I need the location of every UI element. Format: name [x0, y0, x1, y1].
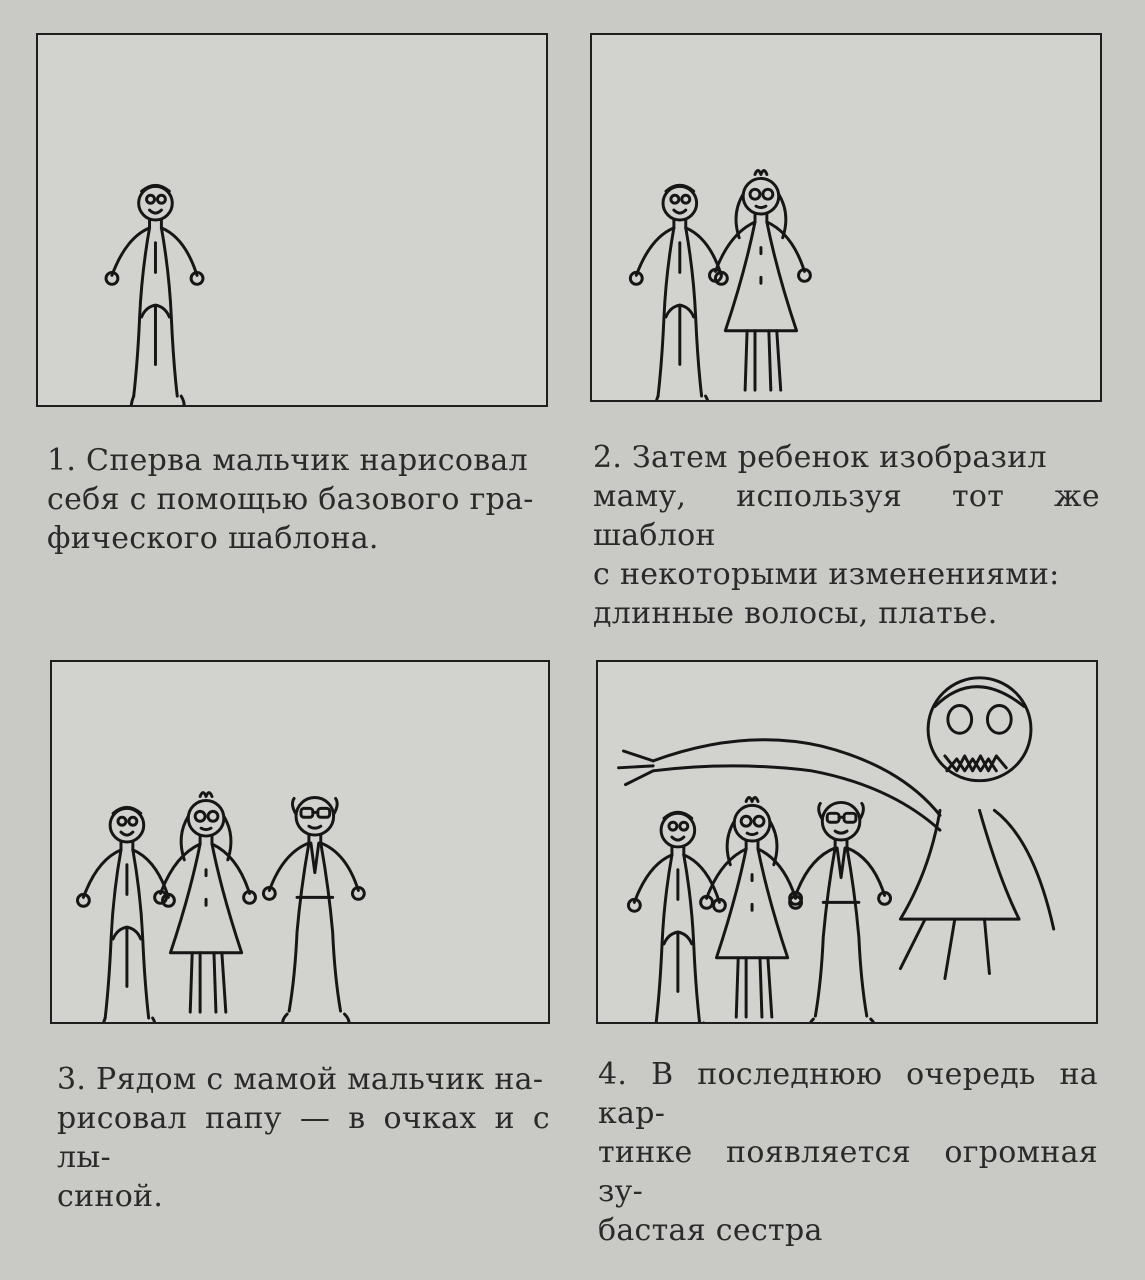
drawing-family-with-sister [598, 662, 1096, 1022]
caption-line: бастая сестра [598, 1213, 823, 1248]
illustration-panel-3 [50, 660, 550, 1024]
caption-line: синой. [57, 1179, 164, 1214]
caption-line: 4. В последнюю очередь на кар- [598, 1057, 1098, 1131]
drawing-boy-and-mom [592, 35, 1100, 400]
illustration-panel-4 [596, 660, 1098, 1024]
caption-panel-1 [47, 441, 552, 558]
illustration-panel-1 [36, 33, 548, 407]
caption-line: 2. Затем ребенок изобразил [593, 440, 1047, 475]
drawing-boy [38, 35, 546, 405]
caption-line: 3. Рядом с мамой мальчик на- [57, 1062, 544, 1097]
caption-line: 1. Сперва мальчик нарисовал [47, 443, 528, 478]
caption-line: с некоторыми изменениями: [593, 557, 1060, 592]
caption-line: длинные волосы, платье. [593, 596, 998, 631]
caption-panel-4 [598, 1055, 1098, 1250]
caption-panel-2 [593, 438, 1100, 633]
illustration-panel-2 [590, 33, 1102, 402]
caption-line: рисовал папу — в очках и с лы- [57, 1101, 550, 1175]
caption-line: тинке появляется огромная зу- [598, 1135, 1098, 1209]
drawing-family [52, 662, 548, 1022]
caption-line: маму, используя тот же шаблон [593, 479, 1100, 553]
caption-line: себя с помощью базового гра- [47, 482, 534, 517]
caption-panel-3 [57, 1060, 550, 1216]
caption-line: фического шаблона. [47, 521, 379, 556]
